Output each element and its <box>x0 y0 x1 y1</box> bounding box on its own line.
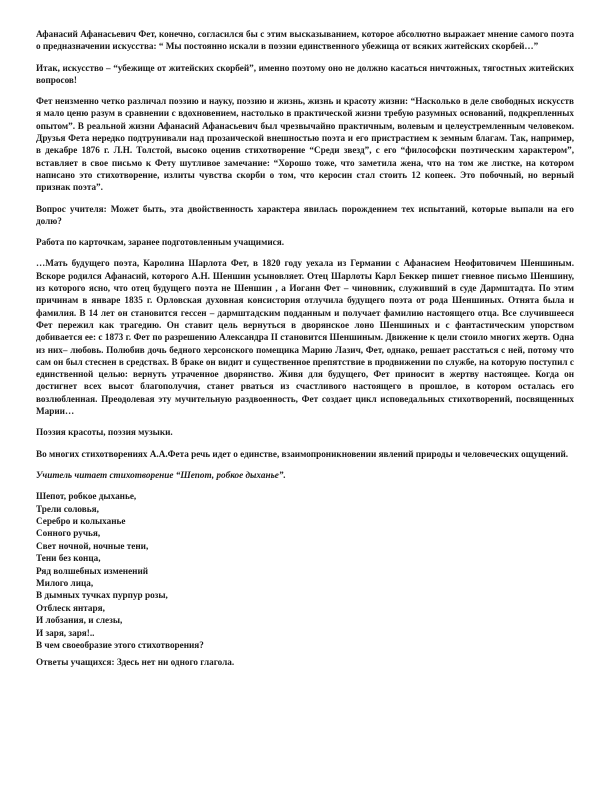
poem-line: И заря, заря!.. <box>36 627 95 638</box>
fet-practical-paragraph: Фет неизменно четко различал поэзию и науку, поэзию и жизнь, жизнь и красоту жизни: “Насколько в деле свободных искусств я мало ценю разум в сравнении с вдохновением, настолько в практической жизни требую разумных оснований, подкрепленных опытом”. В реальной жизни Афанасий Афанасьевич был чрезвычайно практичным, волевым и целеустремленным человеком. Друзья Фета нередко подтрунивали над прозаической внешностью поэта и его пристрастием к земным благам. Так, например, в декабре 1876 г. Л.Н. Толстой, высоко оценив стихотворение “Среди звезд”, с его “философски поэтическим характером”, вставляет в свое письмо к Фету шутливое замечание: “Хорошо тоже, что заметила жена, что на том же листке, на котором написано это стихотворение, излиты чувства скорби о том, что керосин стал стоить 12 копеек. Это побочный, но верный признак поэта”. <box>36 96 574 193</box>
unity-paragraph: Во многих стихотворениях А.А.Фета речь идет о единстве, взаимопроникновении явлений природы и человеческих ощущений. <box>36 448 569 459</box>
refuge-paragraph: Итак, искусство – “убежище от житейских скорбей”, именно поэтому оно не должно касаться ничтожных, тягостных житейских вопросов! <box>36 62 574 85</box>
poem <box>36 490 574 651</box>
poem-line: Сонного ручья, <box>36 528 101 539</box>
poem-line: Шепот, робкое дыханье, <box>36 491 137 502</box>
students-answer: Ответы учащихся: Здесь нет ни одного глагола. <box>36 657 235 668</box>
poem-line: И лобзания, и слезы, <box>36 615 123 626</box>
poem-line: Тени без конца, <box>36 553 101 564</box>
card-work-note: Работа по карточкам, заранее подготовленным учащимися. <box>36 237 284 248</box>
teacher-reads-note: Учитель читает стихотворение “Шепот, робкое дыханье”. <box>36 469 286 480</box>
poem-line: Милого лица, <box>36 578 94 589</box>
poem-line: В дымных тучках пурпур розы, <box>36 590 168 601</box>
teacher-question: Вопрос учителя: Может быть, эта двойственность характера явилась порождением тех испытаний, которые выпали на его долю? <box>36 203 574 226</box>
poem-line: Отблеск янтаря, <box>36 602 105 613</box>
poem-line: Трели соловья, <box>36 503 99 514</box>
intro-paragraph: Афанасий Афанасьевич Фет, конечно, согласился бы с этим высказыванием, которое абсолютно выражает мнение самого поэта о предназначении искусства: “ Мы постоянно искали в поэзии единственного убежища от всяких житейских скорбей…” <box>36 29 574 52</box>
poem-line: Серебро и колыханье <box>36 516 126 527</box>
poem-line: Свет ночной, ночные тени, <box>36 540 149 551</box>
poem-line: Ряд волшебных изменений <box>36 565 149 576</box>
poem-question: В чем своеобразие этого стихотворения? <box>36 640 204 651</box>
biography-paragraph: …Мать будущего поэта, Каролина Шарлота Фет, в 1820 году уехала из Германии с Афанасием Неофитовичем Шеншиным. Вскоре родился Афанасий, которого А.Н. Шеншин усыновляет. Отец Шарлоты Карл Беккер пишет гневное письмо Шеншину, из которого ясно, что отец будущего поэта не Шеншин , а Иоганн Фет – чиновник, служивший в суде Дармштадта. По этим причинам в январе 1835 г. Орловская духовная консистория отлучила будущего поэта от рода Шеншиных. Отнята была и фамилия. В 14 лет он становится гессен – дармштадским подданным и получает фамилию настоящего отца. Все случившееся Фет пережил как трагедию. Он ставит цель вернуться в дворянское лоно Шеншиных и с фантастическим упорством добивается ее: с 1873 г. Фет по разрешению Александра II становится Шеншиным. Движение к цели стоило многих жертв. Одна из них– любовь. Полюбив дочь бедного херсонского помещика Марию Лазич, Фет, однако, решает расстаться с ней, потому что сам он был стеснен в средствах. В браке он видит и существенное препятствие в продвижении по службе, на которую поступил с единственной целью: вернуть утраченное дворянство. Живя для будущего, Фет приносит в жертву настоящее. Когда он достигнет всех высот благополучия, станет рваться из счастливого настоящего в прошлое, в котором осталась его возлюбленная. Преодолевая эту мучительную раздвоенность, Фет создает цикл исповедальных стихотворений, посвященных Марии… <box>36 258 574 417</box>
section-heading-beauty: Поэзия красоты, поэзия музыки. <box>36 427 173 438</box>
